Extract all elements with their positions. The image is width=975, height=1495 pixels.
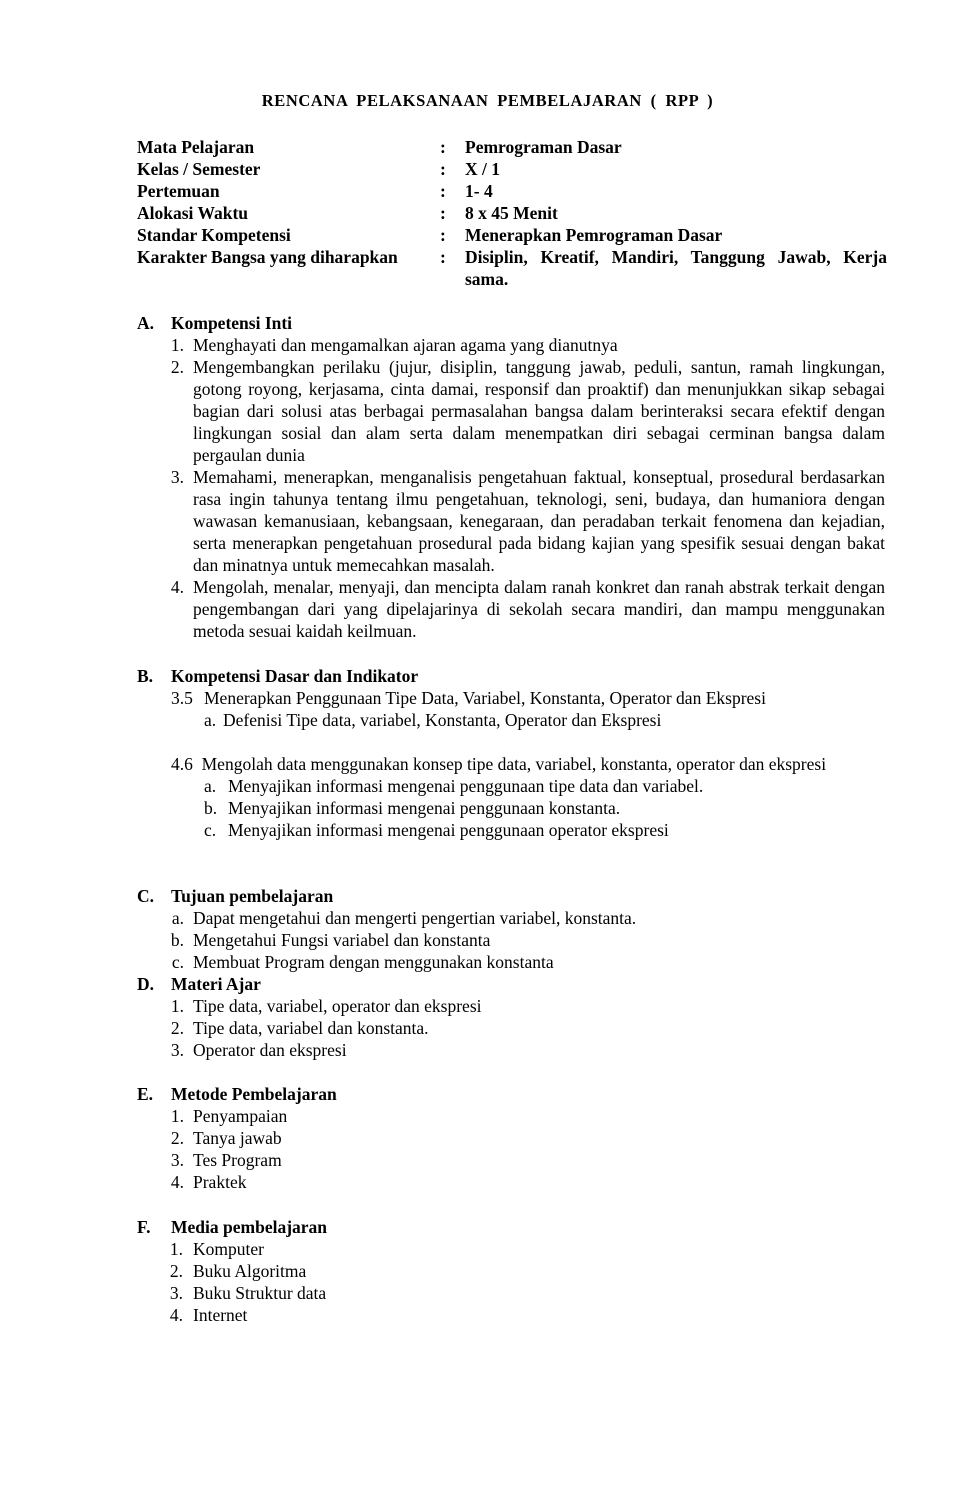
list-item [137,576,885,642]
section-letter: C. [137,886,155,906]
kd-sub-letter: c. [204,820,217,840]
section-media-pembelajaran [137,1216,885,1326]
list-text: Tes Program [193,1150,282,1170]
list-item [137,951,885,973]
list-number: 3. [170,1150,184,1170]
list-item [137,1238,885,1260]
list-letter: c. [171,952,184,972]
list-number: 4. [170,577,184,597]
list-text: Mengetahui Fungsi variabel dan konstanta [193,930,491,950]
kd-sub-text: Menyajikan informasi mengenai penggunaan operator ekspresi [228,820,669,840]
list-number: 3. [169,1283,183,1303]
kd-item [137,687,885,731]
lettered-list [137,907,885,973]
list-text: Buku Struktur data [193,1283,327,1303]
kd-sub-text: Menyajikan informasi mengenai penggunaan tipe data dan variabel. [228,776,704,796]
list-text: Mengembangkan perilaku (jujur, disiplin, tanggung jawab, peduli, santun, ramah lingkungan, gotong royong, kerjasama, cinta damai, responsif dan proaktif) dan menunjukkan sikap sebagai bagian dari solusi atas berbagai permasalahan bangsa dalam berinteraksi secara efektif dengan lingkungan sosial dan alam serta dalam menempatkan diri sebagai cerminan bangsa dalam pergaulan dunia [193,357,885,465]
kd-text: Menerapkan Penggunaan Tipe Data, Variabel, Konstanta, Operator dan Ekspresi [204,688,766,708]
kd-sub-letter: a. [204,710,217,730]
info-row [137,246,887,290]
section-heading [137,665,885,687]
list-item [137,1304,885,1326]
list-item [137,1039,885,1061]
list-text: Tipe data, variabel, operator dan ekspresi [193,996,482,1016]
section-heading [137,1083,885,1105]
list-text: Mengolah, menalar, menyaji, dan mencipta dalam ranah konkret dan ranah abstrak terkait dengan pengembangan dari yang dipelajarinya di sekolah secara mandiri, dan mampu menggunakan metoda sesuai kaidah keilmuan. [193,577,885,641]
document-title: RENCANA PELAKSANAAN PEMBELAJARAN ( RPP ) [261,91,714,110]
section-letter: B. [137,666,154,686]
numbered-list [137,995,885,1061]
info-label: Mata Pelajaran [137,137,255,157]
numbered-list [137,1238,885,1326]
list-text: Tipe data, variabel dan konstanta. [193,1018,429,1038]
kd-sub-item [171,775,885,797]
kd-text: Mengolah data menggunakan konsep tipe data, variabel, konstanta, operator dan ekspresi [201,754,827,774]
info-label: Alokasi Waktu [137,203,249,223]
list-item [137,907,885,929]
info-value: Disiplin, Kreatif, Mandiri, Tanggung Jawab, Kerja sama. [465,247,887,289]
section-letter: A. [137,313,155,333]
info-colon: : [440,247,446,267]
info-label: Pertemuan [137,181,220,201]
kd-sub-item [171,709,885,731]
info-row [137,158,887,180]
kd-sub-text: Defenisi Tipe data, variabel, Konstanta, Operator dan Ekspresi [223,710,662,730]
section-title: Tujuan pembelajaran [171,886,334,906]
list-text: Internet [193,1305,248,1325]
list-number: 3. [170,467,184,487]
info-table [137,136,887,290]
info-label: Karakter Bangsa yang diharapkan [137,247,398,267]
info-row [137,224,887,246]
info-value: 1- 4 [465,181,493,201]
kd-sub-letter: a. [204,776,217,796]
list-number: 4. [169,1305,183,1325]
list-number: 1. [170,996,184,1016]
list-item [137,1282,885,1304]
list-text: Membuat Program dengan menggunakan konstanta [193,952,554,972]
numbered-list [137,334,885,642]
kd-line [171,753,885,775]
info-value: X / 1 [465,159,500,179]
section-kompetensi-dasar [137,665,885,841]
list-text: Operator dan ekspresi [193,1040,347,1060]
kd-line [171,687,885,709]
kd-number: 4.6 [171,754,193,774]
section-title: Kompetensi Dasar dan Indikator [171,666,419,686]
numbered-list [137,1105,885,1193]
list-text: Menghayati dan mengamalkan ajaran agama yang dianutnya [193,335,618,355]
info-label: Kelas / Semester [137,159,261,179]
list-item [137,1260,885,1282]
section-title: Media pembelajaran [171,1217,328,1237]
kd-number: 3.5 [171,688,193,708]
list-item [137,1127,885,1149]
info-value: 8 x 45 Menit [465,203,558,223]
section-letter: F. [137,1217,151,1237]
list-item [137,466,885,576]
section-heading [137,1216,885,1238]
list-text: Komputer [193,1239,264,1259]
list-number: 1. [170,1106,184,1126]
list-number: 2. [170,1018,184,1038]
list-item [137,1149,885,1171]
list-text: Buku Algoritma [193,1261,307,1281]
list-number: 2. [169,1261,183,1281]
list-item [137,1171,885,1193]
info-colon: : [440,203,446,223]
list-number: 1. [169,1239,183,1259]
list-letter: b. [170,930,184,950]
list-number: 2. [170,1128,184,1148]
section-heading [137,312,885,334]
list-text: Dapat mengetahui dan mengerti pengertian variabel, konstanta. [193,908,637,928]
list-item [137,1105,885,1127]
list-letter: a. [171,908,184,928]
info-colon: : [440,225,446,245]
section-letter: D. [137,974,155,994]
section-title: Kompetensi Inti [171,313,293,333]
section-materi-ajar [137,973,885,1061]
kd-sub-item [171,797,885,819]
list-number: 3. [170,1040,184,1060]
section-metode-pembelajaran [137,1083,885,1193]
info-value: Pemrograman Dasar [465,137,622,157]
list-item [137,356,885,466]
section-kompetensi-inti [137,312,885,642]
info-colon: : [440,159,446,179]
kd-sub-item [171,819,885,841]
section-letter: E. [137,1084,154,1104]
list-item [137,929,885,951]
list-item [137,334,885,356]
info-row [137,136,887,158]
list-text: Penyampaian [193,1106,288,1126]
section-heading [137,885,885,907]
list-text: Tanya jawab [193,1128,282,1148]
list-text: Memahami, menerapkan, menganalisis pengetahuan faktual, konseptual, prosedural berdasarkan rasa ingin tahunya tentang ilmu pengetahuan, teknologi, seni, budaya, dan humaniora dengan wawasan kemanusiaan, kebangsaan, kenegaraan, dan peradaban terkait fenomena dan kejadian, serta menerapkan pengetahuan prosedural pada bidang kajian yang spesifik sesuai dengan bakat dan minatnya untuk memecahkan masalah. [193,467,885,575]
list-number: 1. [170,335,184,355]
info-row [137,202,887,224]
list-text: Praktek [193,1172,247,1192]
list-item [137,995,885,1017]
info-colon: : [440,181,446,201]
list-item [137,1017,885,1039]
kd-item [137,753,885,841]
kd-sub-letter: b. [204,798,218,818]
section-title: Materi Ajar [171,974,261,994]
list-number: 2. [170,357,184,377]
list-number: 4. [170,1172,184,1192]
info-colon: : [440,137,446,157]
section-heading [137,973,885,995]
info-row [137,180,887,202]
section-tujuan-pembelajaran [137,885,885,973]
section-title: Metode Pembelajaran [171,1084,337,1104]
info-value: Menerapkan Pemrograman Dasar [465,225,723,245]
kd-sub-text: Menyajikan informasi mengenai penggunaan konstanta. [228,798,621,818]
info-label: Standar Kompetensi [137,225,291,245]
